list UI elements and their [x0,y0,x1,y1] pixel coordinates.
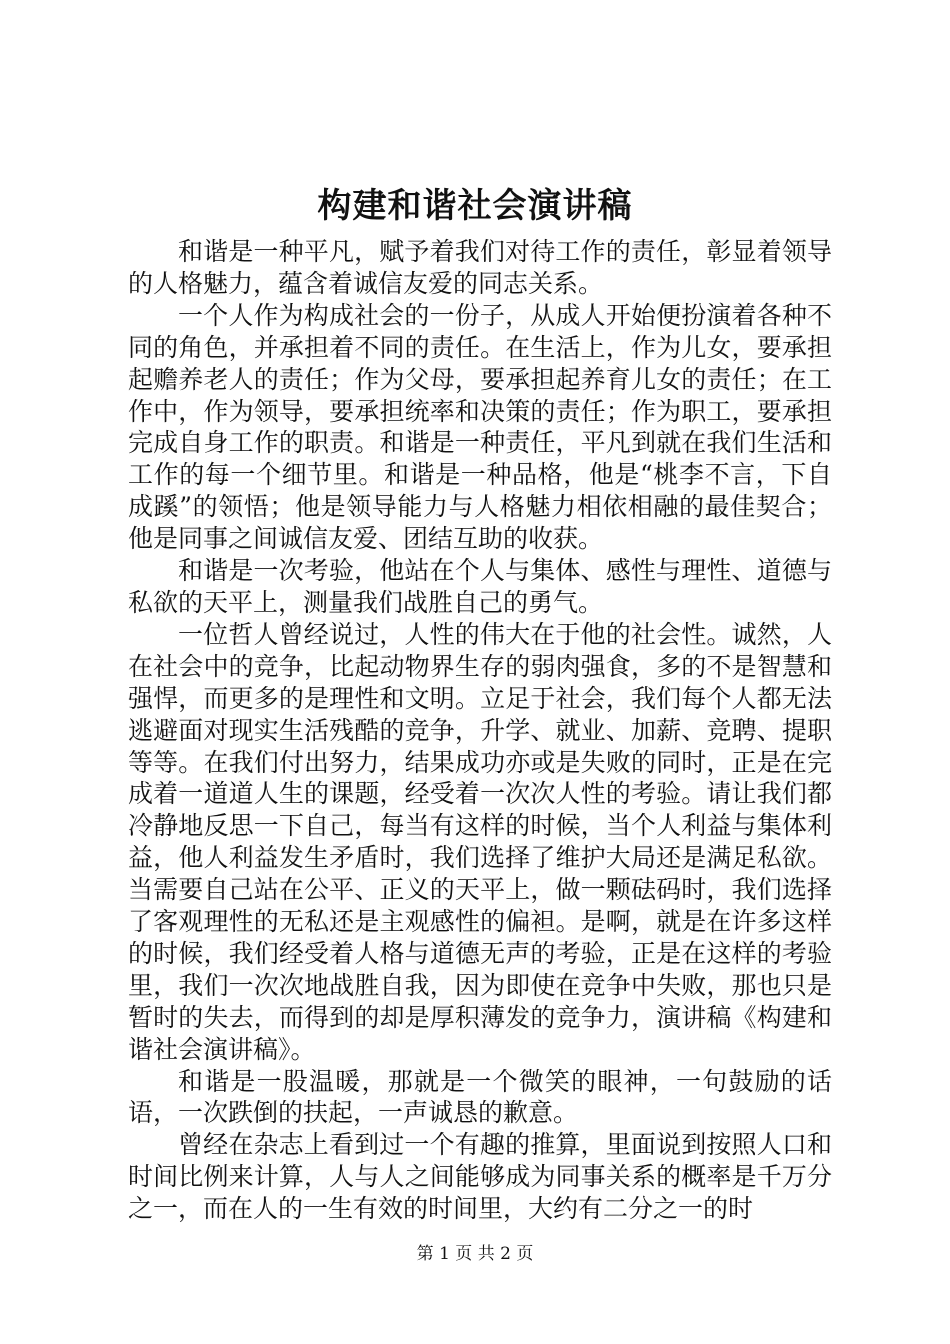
paragraph: 和谐是一次考验，他站在个人与集体、感性与理性、道德与私欲的天平上，测量我们战胜自己的勇气。 [128,556,832,617]
paragraph: 曾经在杂志上看到过一个有趣的推算，里面说到按照人口和时间比例来计算，人与人之间能够成为同事关系的概率是千万分之一，而在人的一生有效的时间里，大约有二分之一的时 [128,1130,832,1224]
paragraph: 一位哲人曾经说过，人性的伟大在于他的社会性。诚然，人在社会中的竞争，比起动物界生存的弱肉强食，多的不是智慧和强悍，而更多的是理性和文明。立足于社会，我们每个人都无法逃避面对现实生活残酷的竞争，升学、就业、加薪、竞聘、提职等等。在我们付出努力，结果成功亦或是失败的同时，正是在完成着一道道人生的课题，经受着一次次人性的考验。请让我们都冷静地反思一下自己，每当有这样的时候，当个人利益与集体利益，他人利益发生矛盾时，我们选择了维护大局还是满足私欲。当需要自己站在公平、正义的天平上，做一颗砝码时，我们选择了客观理性的无私还是主观感性的偏袒。是啊，就是在许多这样的时候，我们经受着人格与道德无声的考验，正是在这样的考验里，我们一次次地战胜自我，因为即使在竞争中失败，那也只是暂时的失去，而得到的却是厚积薄发的竞争力，演讲稿《构建和谐社会演讲稿》。 [128,619,832,1064]
page-footer: 第 1 页 共 2 页 [416,1244,534,1264]
document-body [128,236,832,1225]
paragraph: 一个人作为构成社会的一份子，从成人开始便扮演着各种不同的角色，并承担着不同的责任。在生活上，作为儿女，要承担起赡养老人的责任；作为父母，要承担起养育儿女的责任；在工作中，作为领导，要承担统率和决策的责任；作为职工，要承担完成自身工作的职责。和谐是一种责任，平凡到就在我们生活和工作的每一个细节里。和谐是一种品格，他是“桃李不言，下自成蹊”的领悟；他是领导能力与人格魅力相依相融的最佳契合；他是同事之间诚信友爱、团结互助的收获。 [128,300,832,554]
paragraph: 和谐是一股温暖，那就是一个微笑的眼神，一句鼓励的话语，一次跌倒的扶起，一声诚恳的歉意。 [128,1066,832,1128]
paragraph: 和谐是一种平凡，赋予着我们对待工作的责任，彰显着领导的人格魅力，蕴含着诚信友爱的同志关系。 [128,237,832,298]
document-title: 构建和谐社会演讲稿 [317,186,633,226]
